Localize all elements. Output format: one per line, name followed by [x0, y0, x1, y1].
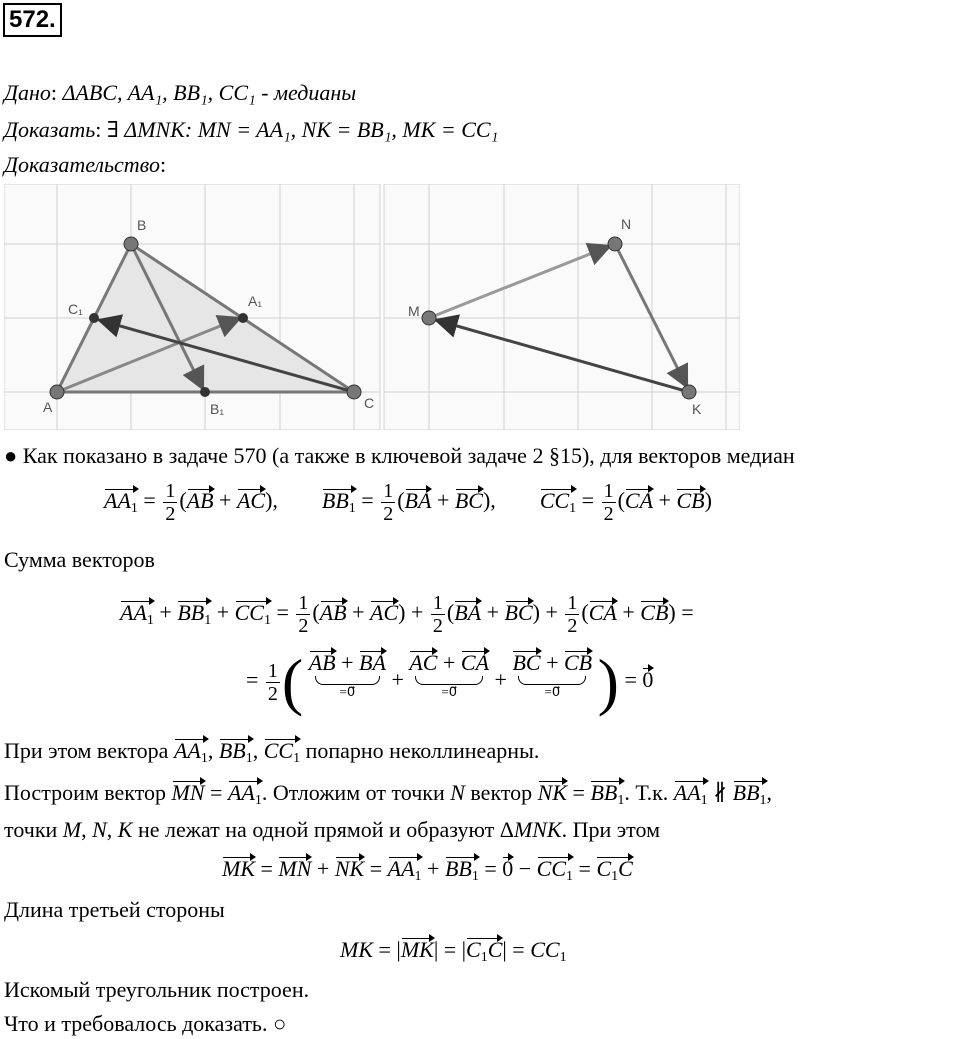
intro-line: ● Как показано в задаче 570 (а также в ключевой задаче 2 §15), для векторов медиан: [4, 443, 795, 468]
length-formula: MK = $|MK| = |C_1C| = CC_1$: [340, 937, 567, 965]
given-text: ΔABC, AA₁, BB₁, CC₁ - медианы: [62, 80, 357, 105]
label-a1: A₁: [248, 293, 263, 309]
mk-formula: MK = MN + NK = $AA_1 + BB_1 = 0 - CC_1 = C_1C$: [222, 856, 633, 884]
qed-line: Что и требовалось доказать. ○: [4, 1011, 287, 1036]
prove-label: Доказать: [4, 117, 96, 142]
given-label: Дано: [4, 80, 51, 105]
point-a: [50, 385, 64, 399]
label-b1: B₁: [210, 401, 225, 417]
construct-line: Построим вектор MN = $AA_1$. Отложим от точки N вектор NK = $BB_1$. Т.к. $AA_1$ ∦ $BB_1$,: [4, 780, 773, 808]
point-c: [347, 385, 361, 399]
noncollinear-line: При этом вектора $AA_1$, $BB_1$, $CC_1$ попарно неколлинеарны.: [4, 738, 540, 766]
label-b: B: [137, 217, 147, 233]
label-k: K: [692, 401, 702, 417]
built-line: Искомый треугольник построен.: [4, 977, 310, 1002]
point-a1: [238, 313, 248, 323]
point-n: [608, 237, 622, 251]
label-m: M: [408, 303, 420, 319]
third-side-label: Длина третьей стороны: [4, 897, 225, 922]
prove-line: Доказать: ∃ ΔMNK: MN = AA₁, NK = BB₁, MK = CC₁: [4, 117, 499, 142]
prove-text: ∃ ΔMNK: MN = AA₁, NK = BB₁, MK = CC₁: [106, 117, 499, 142]
sum-formula-2: = $\frac{1}{2}$ ( AB + BA =0⃗ + AC + CA =0⃗ + BC + CB =0⃗ ) = 0: [246, 646, 654, 717]
proof-line: Доказательство:: [4, 152, 167, 177]
proof-label: Доказательство: [4, 152, 160, 177]
given-line: Дано: ΔABC, AA₁, BB₁, CC₁ - медианы: [4, 80, 357, 105]
label-a: A: [43, 399, 53, 415]
point-b: [124, 237, 138, 251]
geometry-figure: [4, 184, 740, 430]
points-line: точки M, N, K не лежат на одной прямой и образуют ΔMNK. При этом: [4, 817, 661, 842]
label-n: N: [621, 216, 632, 232]
median-formulas: $AA_1$ = $\frac{1}{2}$ (AB + AC), $BB_1$ = $\frac{1}{2}$ (BA + BC), $CC_1$ = $\frac{1}{2}$ (CA + CB): [104, 480, 712, 525]
problem-number: 572.: [3, 3, 62, 37]
point-b1: [200, 387, 210, 397]
label-c1: C₁: [68, 301, 83, 317]
sum-formula-1: $AA_1 + BB_1 + CC_1$ = $\frac{1}{2}$ (AB + AC) + $\frac{1}{2}$ (BA + BC) + $\frac{1}{2}$ (CA + CB) =: [120, 592, 694, 637]
sum-label: Сумма векторов: [4, 547, 155, 572]
point-k: [682, 385, 696, 399]
point-m: [422, 311, 436, 325]
point-c1: [89, 313, 99, 323]
label-c: C: [364, 395, 375, 411]
